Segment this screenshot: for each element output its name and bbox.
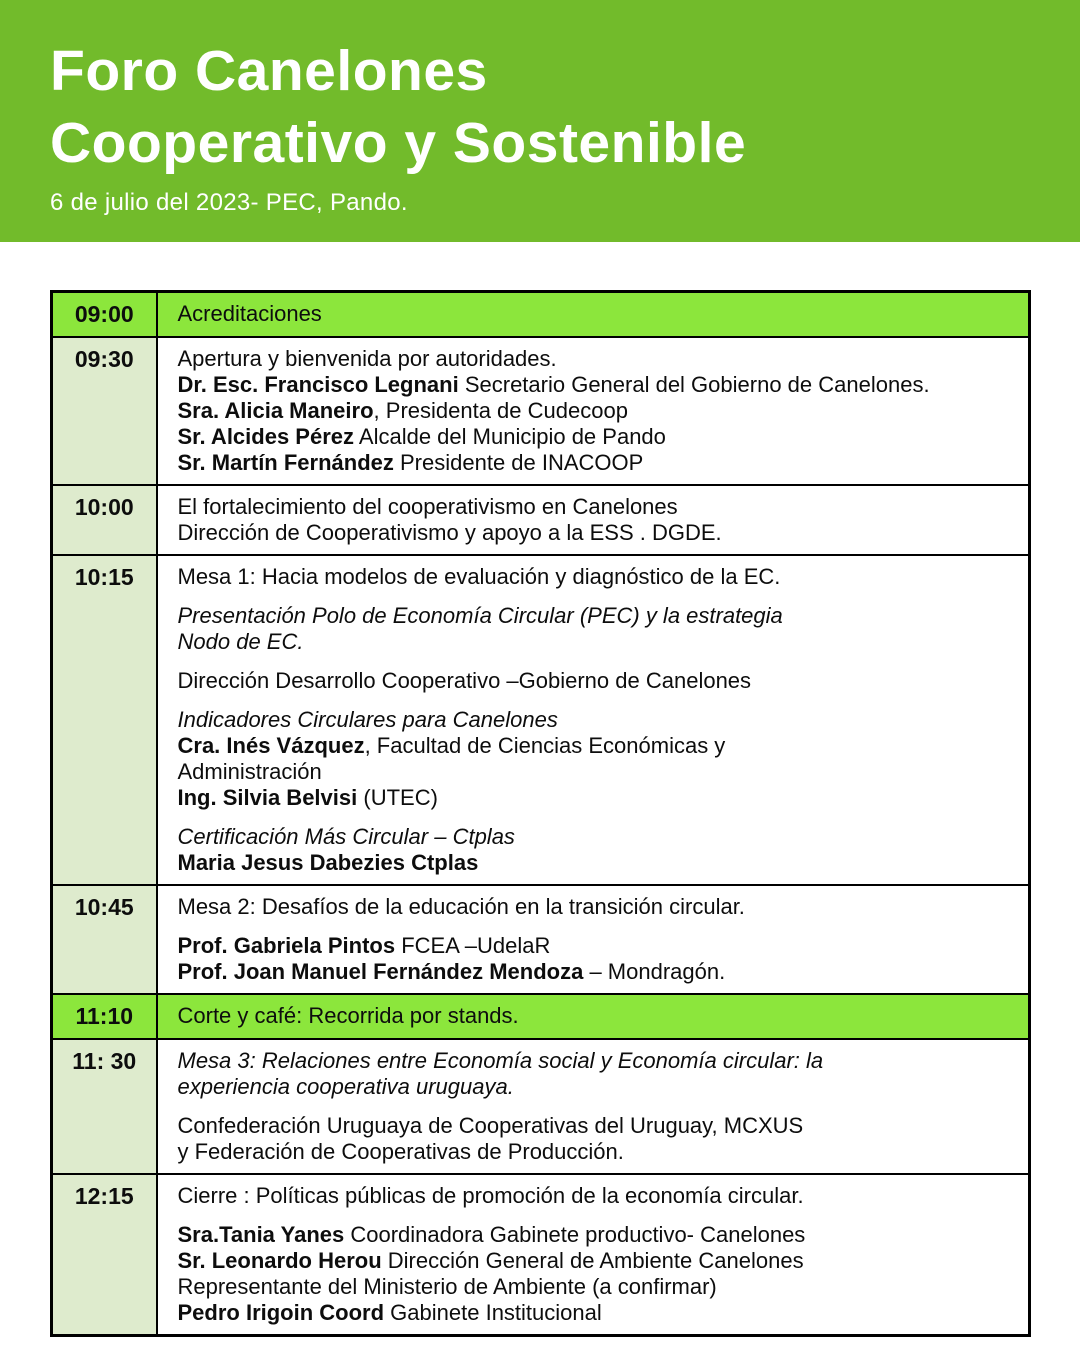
- speaker-name: Dr. Esc. Francisco Legnani: [177, 372, 459, 397]
- agenda-line: [178, 1222, 1015, 1248]
- agenda-line: [178, 494, 1015, 520]
- agenda-line: [178, 933, 1015, 959]
- event-date-location: 6 de julio del 2023- PEC, Pando.: [50, 188, 408, 216]
- agenda-block: [178, 603, 1015, 655]
- agenda-content: [157, 1039, 1030, 1174]
- event-title-line1: Foro Canelones: [50, 39, 488, 103]
- agenda-time: 11:10: [52, 994, 157, 1039]
- agenda-line: [178, 707, 1015, 733]
- speaker-name: Pedro Irigoin Coord: [177, 1300, 385, 1325]
- agenda-text: Acreditaciones: [177, 301, 322, 326]
- agenda-text: FCEA –UdelaR: [395, 933, 551, 958]
- agenda-table: [50, 290, 1031, 1337]
- agenda-content: [157, 885, 1030, 994]
- agenda-line: [178, 824, 1015, 850]
- speaker-name: Prof. Joan Manuel Fernández Mendoza: [177, 959, 584, 984]
- agenda-text: – Mondragón.: [583, 959, 726, 984]
- agenda-line: [178, 1274, 1015, 1300]
- agenda-block: [178, 1113, 1015, 1165]
- agenda-block: [178, 1003, 1015, 1029]
- event-title-line2: Cooperativo y Sostenible: [50, 110, 747, 175]
- agenda-text: Mesa 2: Desafíos de la educación en la transición circular.: [177, 894, 745, 919]
- agenda-line: [178, 733, 1015, 759]
- agenda-content: [157, 337, 1030, 485]
- session-title: Indicadores Circulares para Canelones: [177, 707, 558, 732]
- agenda-line: [178, 1048, 1015, 1074]
- event-title: [50, 36, 1040, 180]
- agenda-line: [178, 603, 1015, 629]
- agenda-line: [178, 959, 1015, 985]
- agenda-line: [178, 346, 1015, 372]
- agenda-row: [52, 485, 1030, 555]
- speaker-name: Sr. Leonardo Herou: [177, 1248, 382, 1273]
- agenda-text: , Facultad de Ciencias Económicas y: [364, 733, 726, 758]
- agenda-line: [178, 894, 1015, 920]
- agenda-text: Cierre : Políticas públicas de promoción de la economía circular.: [177, 1183, 804, 1208]
- agenda-line: [178, 450, 1015, 476]
- agenda-text: Dirección de Cooperativismo y apoyo a la ESS . DGDE.: [177, 520, 722, 545]
- agenda-row-highlighted: [52, 994, 1030, 1039]
- speaker-name: Sra.Tania Yanes: [177, 1222, 345, 1247]
- agenda-text: Apertura y bienvenida por autoridades.: [177, 346, 557, 371]
- agenda-line: [178, 1003, 1015, 1029]
- agenda-text: Dirección General de Ambiente Canelones: [381, 1248, 804, 1273]
- agenda-row: [52, 337, 1030, 485]
- agenda-line: [178, 372, 1015, 398]
- agenda-content: [157, 555, 1030, 885]
- agenda-row: [52, 555, 1030, 885]
- agenda-body: [52, 292, 1030, 1336]
- agenda-content: [157, 292, 1030, 338]
- agenda-line: [178, 1113, 1015, 1139]
- agenda-block: [178, 494, 1015, 546]
- agenda-content: [157, 1174, 1030, 1336]
- agenda-text: Alcalde del Municipio de Pando: [354, 424, 666, 449]
- speaker-name: Sr. Alcides Pérez: [177, 424, 355, 449]
- agenda-block: [178, 707, 1015, 811]
- agenda-text: Mesa 1: Hacia modelos de evaluación y diagnóstico de la EC.: [177, 564, 781, 589]
- agenda-text: Representante del Ministerio de Ambiente (a confirmar): [177, 1274, 717, 1299]
- agenda-text: Corte y café: Recorrida por stands.: [177, 1003, 519, 1028]
- agenda-line: [178, 759, 1015, 785]
- agenda-block: [178, 301, 1015, 327]
- agenda-text: Confederación Uruguaya de Cooperativas del Uruguay, MCXUS: [177, 1113, 804, 1138]
- agenda-block: [178, 894, 1015, 920]
- agenda-block: [178, 1183, 1015, 1209]
- session-title: Nodo de EC.: [177, 629, 304, 654]
- agenda-text: y Federación de Cooperativas de Producción.: [177, 1139, 624, 1164]
- event-header: [0, 0, 1080, 242]
- agenda-time: 10:00: [52, 485, 157, 555]
- session-title: Presentación Polo de Economía Circular (PEC) y la estrategia: [177, 603, 783, 628]
- agenda-line: [178, 564, 1015, 590]
- agenda-block: [178, 824, 1015, 876]
- agenda-content: [157, 994, 1030, 1039]
- agenda-line: [178, 629, 1015, 655]
- agenda-text: Administración: [177, 759, 322, 784]
- agenda-text: , Presidenta de Cudecoop: [373, 398, 628, 423]
- agenda-line: [178, 424, 1015, 450]
- session-title: experiencia cooperativa uruguaya.: [177, 1074, 514, 1099]
- agenda-text: Dirección Desarrollo Cooperativo –Gobierno de Canelones: [177, 668, 752, 693]
- agenda-time: 09:00: [52, 292, 157, 338]
- agenda-time: 10:15: [52, 555, 157, 885]
- agenda-row: [52, 1039, 1030, 1174]
- agenda-row: [52, 1174, 1030, 1336]
- agenda-text: (UTEC): [357, 785, 438, 810]
- agenda-time: 12:15: [52, 1174, 157, 1336]
- agenda-time: 10:45: [52, 885, 157, 994]
- agenda-time: 09:30: [52, 337, 157, 485]
- speaker-name: Maria Jesus Dabezies Ctplas: [177, 850, 479, 875]
- agenda-time: 11: 30: [52, 1039, 157, 1174]
- agenda-text: Presidente de INACOOP: [393, 450, 644, 475]
- agenda-block: [178, 1222, 1015, 1326]
- agenda-line: [178, 520, 1015, 546]
- agenda-block: [178, 668, 1015, 694]
- agenda-line: [178, 1183, 1015, 1209]
- agenda-line: [178, 301, 1015, 327]
- speaker-name: Cra. Inés Vázquez: [177, 733, 365, 758]
- agenda-row: [52, 885, 1030, 994]
- agenda-block: [178, 346, 1015, 476]
- speaker-name: Ing. Silvia Belvisi: [177, 785, 358, 810]
- session-title: Certificación Más Circular – Ctplas: [177, 824, 515, 849]
- agenda-line: [178, 1300, 1015, 1326]
- speaker-name: Prof. Gabriela Pintos: [177, 933, 396, 958]
- agenda-block: [178, 933, 1015, 985]
- agenda-text: Gabinete Institucional: [384, 1300, 602, 1325]
- agenda-block: [178, 564, 1015, 590]
- speaker-name: Sr. Martín Fernández: [177, 450, 394, 475]
- agenda-text: El fortalecimiento del cooperativismo en Canelones: [177, 494, 678, 519]
- agenda-block: [178, 1048, 1015, 1100]
- agenda-line: [178, 850, 1015, 876]
- agenda-line: [178, 785, 1015, 811]
- agenda-line: [178, 1139, 1015, 1165]
- agenda-text: Secretario General del Gobierno de Canelones.: [458, 372, 930, 397]
- agenda-content: [157, 485, 1030, 555]
- agenda-line: [178, 398, 1015, 424]
- agenda-line: [178, 668, 1015, 694]
- speaker-name: Sra. Alicia Maneiro: [177, 398, 374, 423]
- agenda-row-highlighted: [52, 292, 1030, 338]
- agenda-line: [178, 1074, 1015, 1100]
- agenda-text: Coordinadora Gabinete productivo- Canelones: [344, 1222, 806, 1247]
- session-title: Mesa 3: Relaciones entre Economía social y Economía circular: la: [177, 1048, 824, 1073]
- agenda-line: [178, 1248, 1015, 1274]
